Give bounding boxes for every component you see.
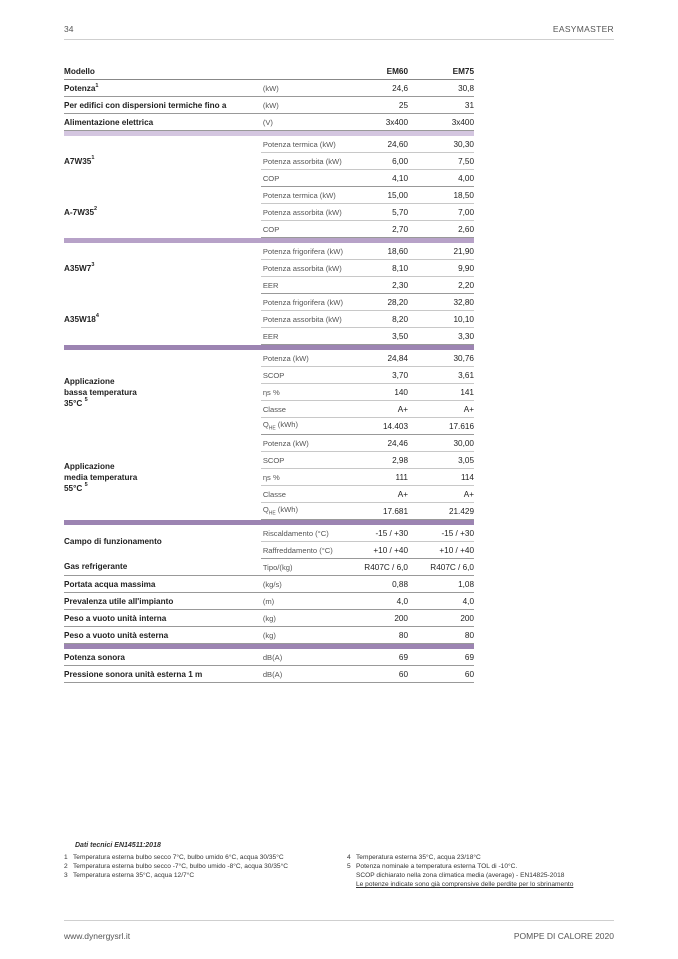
row-unit: $Q_{HE}$ (kWh)	[261, 418, 358, 435]
model-em60: EM60	[358, 64, 408, 80]
app-line: 35°C $^5$	[64, 396, 88, 408]
value-em60: 3x400	[358, 114, 408, 131]
row-label: Prevalenza utile all'impianto	[64, 593, 261, 610]
footnote	[64, 862, 288, 871]
footnotes	[64, 842, 624, 888]
group-label: $A35W7^3$	[64, 261, 95, 273]
value-em75: 60	[408, 666, 474, 683]
unit-subscript: HE	[268, 425, 276, 432]
footnote	[347, 853, 573, 862]
table-row	[64, 649, 474, 666]
row-label: Peso a vuoto unità interna	[64, 610, 261, 627]
table-header-row	[64, 64, 474, 80]
value-em60: 24,46	[358, 435, 408, 452]
value-em75: -15 / +30	[408, 525, 474, 542]
value-em75: 32,80	[408, 294, 474, 311]
value-em75: 7,00	[408, 204, 474, 221]
footnote-text: Potenza nominale a temperatura esterna TOL di -10°C.	[356, 863, 518, 870]
footnote-number: 4	[347, 854, 351, 861]
footnote-text: Temperatura esterna 35°C, acqua 23/18°C	[356, 854, 481, 861]
value-em60: 111	[358, 469, 408, 486]
table-row	[64, 350, 474, 367]
value-em75: 21.429	[408, 503, 474, 520]
value-em60: 4,10	[358, 170, 408, 187]
footnote-number: 5	[347, 863, 351, 870]
value-em60: 24,60	[358, 136, 408, 153]
footnote-text: Temperatura esterna 35°C, acqua 12/7°C	[73, 872, 195, 879]
row-unit: (kW)	[261, 80, 358, 97]
website-link[interactable]: www.dynergysrl.it	[64, 931, 131, 941]
row-label: Per edifici con dispersioni termiche fino a	[64, 97, 261, 114]
row-label: Alimentazione elettrica	[64, 114, 261, 131]
table-row	[64, 666, 474, 683]
row-unit: ηs %	[261, 384, 358, 401]
value-em75: 2,20	[408, 277, 474, 294]
value-em75: A+	[408, 401, 474, 418]
value-em60: 3,50	[358, 328, 408, 345]
value-em75: 31	[408, 97, 474, 114]
page-footer	[64, 920, 614, 941]
value-em60: 4,0	[358, 593, 408, 610]
row-label: Portata acqua massima	[64, 576, 261, 593]
footnote	[64, 871, 288, 880]
app-line: Applicazione	[64, 461, 115, 471]
table-row	[64, 187, 474, 204]
value-em60: 24,6	[358, 80, 408, 97]
table-row	[64, 97, 474, 114]
group-label: $A7W35^1$	[64, 154, 95, 166]
table-row	[64, 593, 474, 610]
value-em60: 8,20	[358, 311, 408, 328]
footnote-text: Temperatura esterna bulbo secco 7°C, bulbo umido 6°C, acqua 30/35°C	[73, 854, 284, 861]
brand-title: EASYMASTER	[552, 24, 614, 34]
value-em75: 30,8	[408, 80, 474, 97]
row-unit: Raffreddamento (°C)	[261, 542, 358, 559]
row-unit: Potenza assorbita (kW)	[261, 153, 358, 170]
value-em60: 5,70	[358, 204, 408, 221]
row-unit: Potenza assorbita (kW)	[261, 311, 358, 328]
model-em75: EM75	[408, 64, 474, 80]
value-em60: 17.681	[358, 503, 408, 520]
footnote-number: 3	[64, 872, 68, 879]
value-em75: 3x400	[408, 114, 474, 131]
value-em75: 17.616	[408, 418, 474, 435]
row-unit: ηs %	[261, 469, 358, 486]
value-em75: 141	[408, 384, 474, 401]
row-unit: (m)	[261, 593, 358, 610]
footnote-scop: SCOP dichiarato nella zona climatica media (average) - EN14825-2018	[356, 872, 565, 879]
table-row	[64, 525, 474, 542]
footnote-text: Temperatura esterna bulbo secco -7°C, bulbo umido -8°C, acqua 30/35°C	[73, 863, 288, 870]
value-em60: 18,60	[358, 243, 408, 260]
row-unit: EER	[261, 277, 358, 294]
row-unit: $Q_{HE}$ (kWh)	[261, 503, 358, 520]
value-em75: 200	[408, 610, 474, 627]
table-row	[64, 435, 474, 452]
row-unit: Potenza frigorifera (kW)	[261, 243, 358, 260]
value-em60: 25	[358, 97, 408, 114]
row-unit: Potenza (kW)	[261, 435, 358, 452]
row-unit: dB(A)	[261, 666, 358, 683]
value-em60: 2,70	[358, 221, 408, 238]
row-unit: Potenza termica (kW)	[261, 187, 358, 204]
footnote-ref: 5	[84, 396, 88, 403]
table-row	[64, 80, 474, 97]
table-row	[64, 576, 474, 593]
unit-subscript: HE	[268, 510, 276, 517]
app-line: bassa temperatura	[64, 387, 137, 397]
row-unit: Classe	[261, 401, 358, 418]
footnotes-left	[64, 853, 288, 880]
row-unit: (kW)	[261, 97, 358, 114]
table-row	[64, 243, 474, 260]
value-em60: 0,88	[358, 576, 408, 593]
value-em75: +10 / +40	[408, 542, 474, 559]
footnote-ref: 1	[95, 82, 99, 89]
row-label: Potenza$^1$	[64, 80, 261, 97]
row-unit: COP	[261, 170, 358, 187]
value-em60: 2,98	[358, 452, 408, 469]
value-em60: +10 / +40	[358, 542, 408, 559]
value-em75: 3,05	[408, 452, 474, 469]
table-row	[64, 114, 474, 131]
footnote-ref: 2	[94, 205, 98, 212]
application-label	[64, 350, 261, 435]
value-em75: 4,0	[408, 593, 474, 610]
row-unit: Potenza assorbita (kW)	[261, 204, 358, 221]
value-em60: 60	[358, 666, 408, 683]
value-em75: 4,00	[408, 170, 474, 187]
row-unit: Classe	[261, 486, 358, 503]
value-em60: 200	[358, 610, 408, 627]
table-row	[64, 294, 474, 311]
row-unit: (V)	[261, 114, 358, 131]
row-unit: Potenza frigorifera (kW)	[261, 294, 358, 311]
value-em75: 9,90	[408, 260, 474, 277]
row-unit: Potenza assorbita (kW)	[261, 260, 358, 277]
row-unit: (kg)	[261, 610, 358, 627]
value-em60: 2,30	[358, 277, 408, 294]
value-em75: 30,00	[408, 435, 474, 452]
value-em75: 2,60	[408, 221, 474, 238]
group-label: $A-7W35^2$	[64, 205, 98, 217]
app-line: media temperatura	[64, 472, 138, 482]
row-label: Potenza sonora	[64, 649, 261, 666]
page-number: 34	[64, 24, 74, 34]
row-unit: (kg/s)	[261, 576, 358, 593]
row-unit: SCOP	[261, 367, 358, 384]
row-unit: Potenza termica (kW)	[261, 136, 358, 153]
value-em75: 30,76	[408, 350, 474, 367]
value-em60: 15,00	[358, 187, 408, 204]
value-em60: 140	[358, 384, 408, 401]
application-label	[64, 435, 261, 520]
value-em75: 114	[408, 469, 474, 486]
value-em60: 3,70	[358, 367, 408, 384]
column-label: Modello	[64, 64, 261, 80]
footnote-ref: 1	[91, 154, 95, 161]
value-em75: 7,50	[408, 153, 474, 170]
row-unit: Riscaldamento (°C)	[261, 525, 358, 542]
row-unit: COP	[261, 221, 358, 238]
row-label: Pressione sonora unità esterna 1 m	[64, 666, 261, 683]
row-unit: EER	[261, 328, 358, 345]
footnote-ref: 5	[84, 481, 88, 488]
value-em60: A+	[358, 401, 408, 418]
value-em60: 80	[358, 627, 408, 644]
footnote-ref: 4	[95, 312, 99, 319]
row-unit: SCOP	[261, 452, 358, 469]
row-unit: Tipo/(kg)	[261, 559, 358, 576]
value-em75: 18,50	[408, 187, 474, 204]
app-line: Applicazione	[64, 376, 115, 386]
app-line: 55°C $^5$	[64, 481, 88, 493]
value-em75: 21,90	[408, 243, 474, 260]
footnotes-right	[347, 853, 573, 889]
value-em75: A+	[408, 486, 474, 503]
footnote-number: 1	[64, 854, 68, 861]
value-em60: 24,84	[358, 350, 408, 367]
field-label: Campo di funzionamento	[64, 537, 162, 547]
value-em75: 80	[408, 627, 474, 644]
value-em75: 1,08	[408, 576, 474, 593]
value-em60: 28,20	[358, 294, 408, 311]
value-em75: R407C / 6,0	[408, 559, 474, 576]
value-em60: -15 / +30	[358, 525, 408, 542]
spec-table	[64, 64, 474, 683]
value-em60: 69	[358, 649, 408, 666]
footnote-number: 2	[64, 863, 68, 870]
row-unit: (kg)	[261, 627, 358, 644]
table-row	[64, 610, 474, 627]
value-em75: 3,61	[408, 367, 474, 384]
value-em60: 6,00	[358, 153, 408, 170]
row-label: Peso a vuoto unità esterna	[64, 627, 261, 644]
value-em75: 30,30	[408, 136, 474, 153]
row-label: Gas refrigerante	[64, 559, 261, 576]
footnote	[64, 853, 288, 862]
footnotes-title: Dati tecnici EN14511:2018	[75, 842, 161, 849]
value-em60: 14.403	[358, 418, 408, 435]
table-row	[64, 559, 474, 576]
value-em60: A+	[358, 486, 408, 503]
footnote-ref: 3	[91, 261, 95, 268]
table-row	[64, 136, 474, 153]
row-unit: dB(A)	[261, 649, 358, 666]
group-label: $A35W18^4$	[64, 312, 99, 324]
footnote-defrost: Le potenze indicate sono già comprensive delle perdite per lo sbrinamento	[356, 881, 574, 888]
value-em75: 69	[408, 649, 474, 666]
value-em75: 3,30	[408, 328, 474, 345]
value-em60: R407C / 6,0	[358, 559, 408, 576]
value-em75: 10,10	[408, 311, 474, 328]
page-header	[64, 24, 614, 40]
document-title: POMPE DI CALORE 2020	[513, 931, 614, 941]
footnote	[347, 862, 573, 871]
value-em60: 8,10	[358, 260, 408, 277]
table-row	[64, 627, 474, 644]
row-unit: Potenza (kW)	[261, 350, 358, 367]
